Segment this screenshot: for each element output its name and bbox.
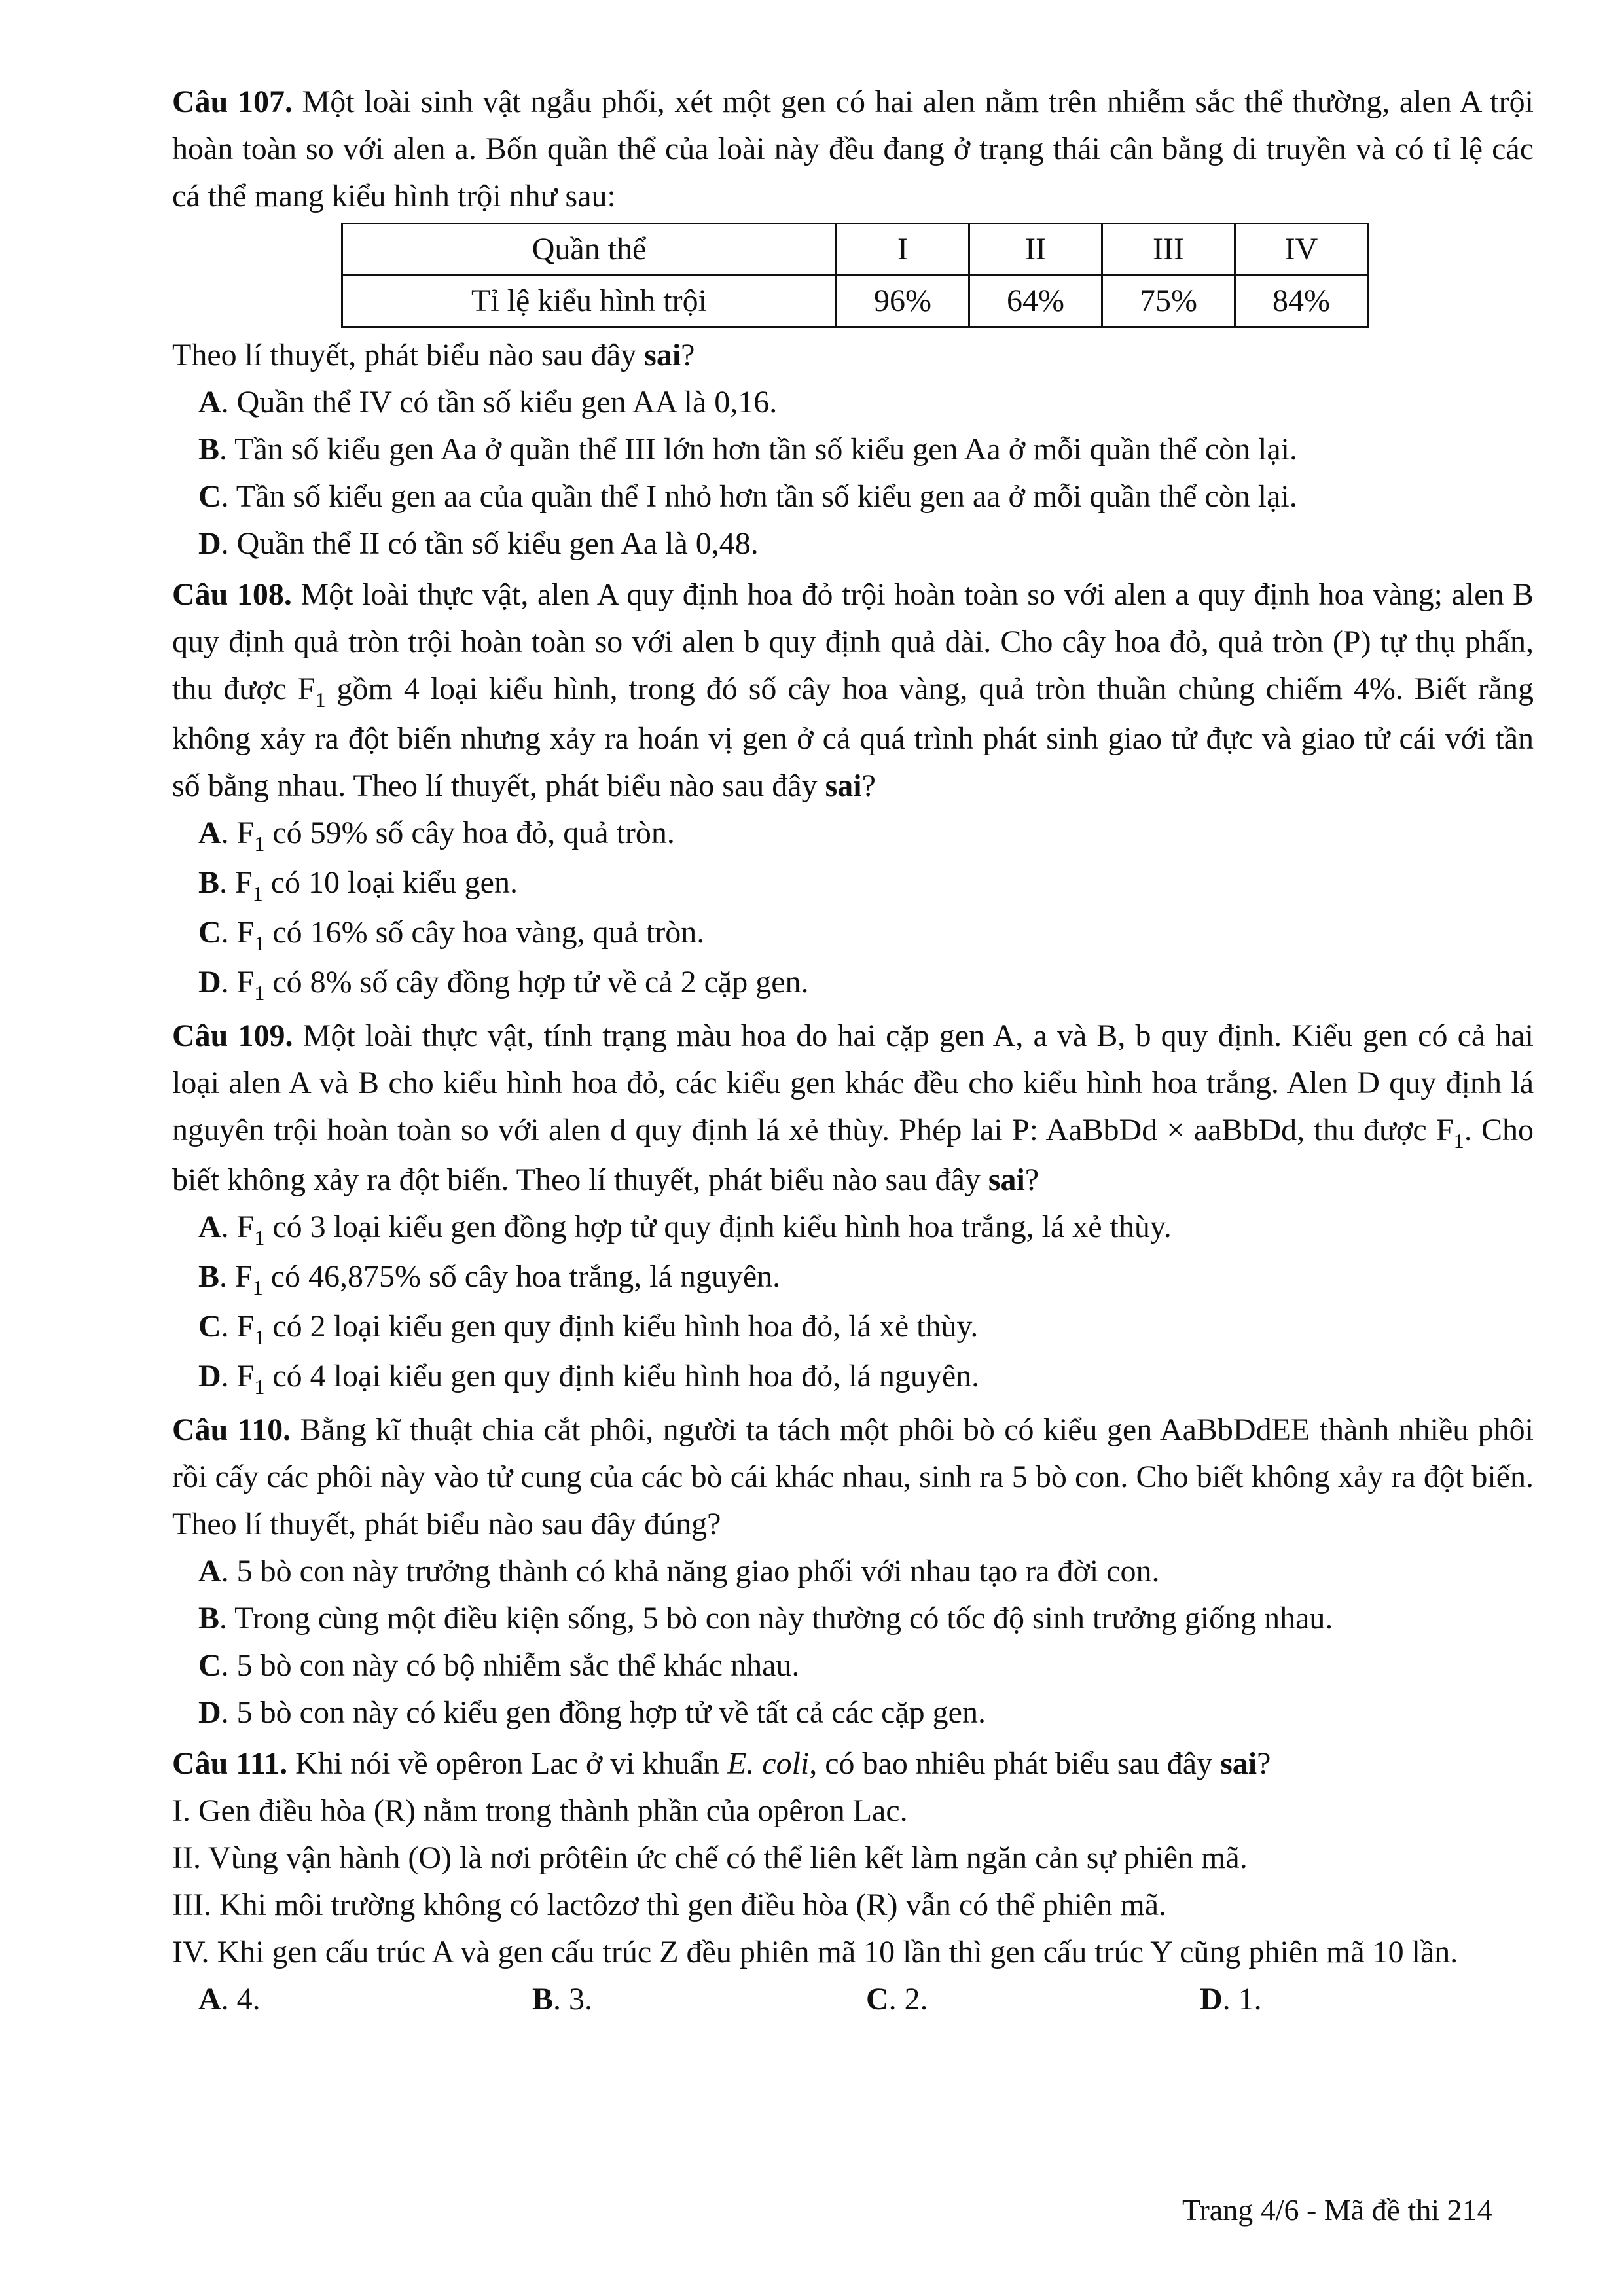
question-stem: Câu 111. Khi nói về opêron Lac ở vi khuẩn E. coli, có bao nhiêu phát biểu sau đây sai? xyxy=(172,1746,1271,1781)
option-a: A. 5 bò con này trưởng thành có khả năng giao phối với nhau tạo ra đời con. xyxy=(198,1554,1160,1588)
question-110 xyxy=(172,1407,1534,1736)
table-cell: Quần thể xyxy=(342,224,837,276)
question-107 xyxy=(172,79,1534,567)
table-cell: III xyxy=(1102,224,1235,276)
option-a: A. 4. xyxy=(198,1982,261,2017)
option-b: B. Tần số kiểu gen Aa ở quần thể III lớn hơn tần số kiểu gen Aa ở mỗi quần thể còn lại. xyxy=(198,432,1297,467)
question-number: Câu 108. xyxy=(172,577,292,612)
exam-page xyxy=(172,79,1534,2023)
table-cell: 84% xyxy=(1235,276,1368,327)
answer-options-row xyxy=(198,1976,1534,2023)
table-cell: 75% xyxy=(1102,276,1235,327)
question-108 xyxy=(172,571,1534,1009)
statement-iii: III. Khi môi trường không có lactôzơ thì gen điều hòa (R) vẫn có thể phiên mã. xyxy=(172,1888,1167,1922)
stem-text: Một loài sinh vật ngẫu phối, xét một gen có hai alen nằm trên nhiễm sắc thể thường, alen A trội hoàn toàn so với alen a. Bốn quần thể của loài này đều đang ở trạng thái cân bằng di truyền và có tỉ lệ các cá thể mang kiểu hình trội như sau: xyxy=(172,84,1534,213)
option-d: D. 1. xyxy=(1200,1982,1262,2017)
question-number: Câu 111. xyxy=(172,1746,288,1781)
question-111 xyxy=(172,1740,1534,2023)
table-row xyxy=(342,276,1368,327)
option-a: A. $F_1$ có 59% số cây hoa đỏ, quả tròn. xyxy=(198,816,675,855)
option-d: D. $F_1$ có 4 loại kiểu gen quy định kiểu hình hoa đỏ, lá nguyên. xyxy=(198,1359,980,1399)
question-number: Câu 107. xyxy=(172,84,293,119)
option-c: C. Tần số kiểu gen aa của quần thể I nhỏ hơn tần số kiểu gen aa ở mỗi quần thể còn lại. xyxy=(198,479,1297,514)
option-a: A. $F_1$ có 3 loại kiểu gen đồng hợp tử quy định kiểu hình hoa trắng, lá xẻ thùy. xyxy=(198,1210,1172,1249)
option-b: B. Trong cùng một điều kiện sống, 5 bò con này thường có tốc độ sinh trưởng giống nhau. xyxy=(198,1601,1333,1636)
dominance-table xyxy=(341,223,1369,328)
option-c: C. 2. xyxy=(866,1982,928,2017)
page-footer: Trang 4/6 - Mã đề thi 214 xyxy=(1182,2193,1492,2227)
question-109 xyxy=(172,1013,1534,1403)
table-cell: 64% xyxy=(969,276,1102,327)
table-cell: I xyxy=(837,224,969,276)
table-cell: 96% xyxy=(837,276,969,327)
option-c: C. 5 bò con này có bộ nhiễm sắc thể khác nhau. xyxy=(198,1648,800,1683)
option-d: D. $F_1$ có 8% số cây đồng hợp tử về cả 2 cặp gen. xyxy=(198,965,809,1005)
option-b: B. $F_1$ có 46,875% số cây hoa trắng, lá nguyên. xyxy=(198,1259,781,1299)
option-b: B. 3. xyxy=(532,1982,593,2017)
question-stem: Câu 109. Một loài thực vật, tính trạng màu hoa do hai cặp gen A, a và B, b quy định. Kiểu gen có cả hai loại alen A và B cho kiểu hình hoa đỏ, các kiểu gen khác đều cho kiểu hình hoa trắng. Alen D quy định lá nguyên trội hoàn toàn so với alen d quy định lá xẻ thùy. Phép lai P: AaBbDd × aaBbDd, thu được $F_1$. Cho biết không xảy ra đột biến. Theo lí thuyết, phát biểu nào sau đây sai? xyxy=(172,1018,1534,1197)
option-d: D. 5 bò con này có kiểu gen đồng hợp tử về tất cả các cặp gen. xyxy=(198,1695,986,1730)
question-number: Câu 109. xyxy=(172,1018,293,1053)
option-d: D. Quần thể II có tần số kiểu gen Aa là 0,48. xyxy=(198,526,759,561)
option-b: B. $F_1$ có 10 loại kiểu gen. xyxy=(198,865,518,905)
statement-iv: IV. Khi gen cấu trúc A và gen cấu trúc Z đều phiên mã 10 lần thì gen cấu trúc Y cũng phiên mã 10 lần. xyxy=(172,1935,1458,1969)
table-cell: Tỉ lệ kiểu hình trội xyxy=(342,276,837,327)
question-number: Câu 110. xyxy=(172,1412,291,1447)
option-c: C. $F_1$ có 16% số cây hoa vàng, quả tròn. xyxy=(198,915,705,955)
statement-i: I. Gen điều hòa (R) nằm trong thành phần của opêron Lac. xyxy=(172,1793,908,1828)
table-header-row xyxy=(342,224,1368,276)
question-stem xyxy=(172,79,1534,220)
statement-ii: II. Vùng vận hành (O) là nơi prôtêin ức chế có thể liên kết làm ngăn cản sự phiên mã. xyxy=(172,1840,1248,1875)
question-stem: Câu 110. Bằng kĩ thuật chia cắt phôi, người ta tách một phôi bò có kiểu gen AaBbDdEE thành nhiều phôi rồi cấy các phôi này vào tử cung của các bò cái khác nhau, sinh ra 5 bò con. Cho biết không xảy ra đột biến. Theo lí thuyết, phát biểu nào sau đây đúng? xyxy=(172,1412,1534,1541)
option-c: C. $F_1$ có 2 loại kiểu gen quy định kiểu hình hoa đỏ, lá xẻ thùy. xyxy=(198,1309,979,1349)
question-stem: Câu 108. Một loài thực vật, alen A quy định hoa đỏ trội hoàn toàn so với alen a quy định hoa vàng; alen B quy định quả tròn trội hoàn toàn so với alen b quy định quả dài. Cho cây hoa đỏ, quả tròn (P) tự thụ phấn, thu được $F_1$ gồm 4 loại kiểu hình, trong đó số cây hoa vàng, quả tròn thuần chủng chiếm 4%. Biết rằng không xảy ra đột biến nhưng xảy ra hoán vị gen ở cả quá trình phát sinh giao tử đực và giao tử cái với tần số bằng nhau. Theo lí thuyết, phát biểu nào sau đây sai? xyxy=(172,577,1534,803)
option-a: A. Quần thể IV có tần số kiểu gen AA là 0,16. xyxy=(198,385,778,420)
table-cell: II xyxy=(969,224,1102,276)
table-cell: IV xyxy=(1235,224,1368,276)
question-prompt: Theo lí thuyết, phát biểu nào sau đây sai? xyxy=(172,338,695,372)
